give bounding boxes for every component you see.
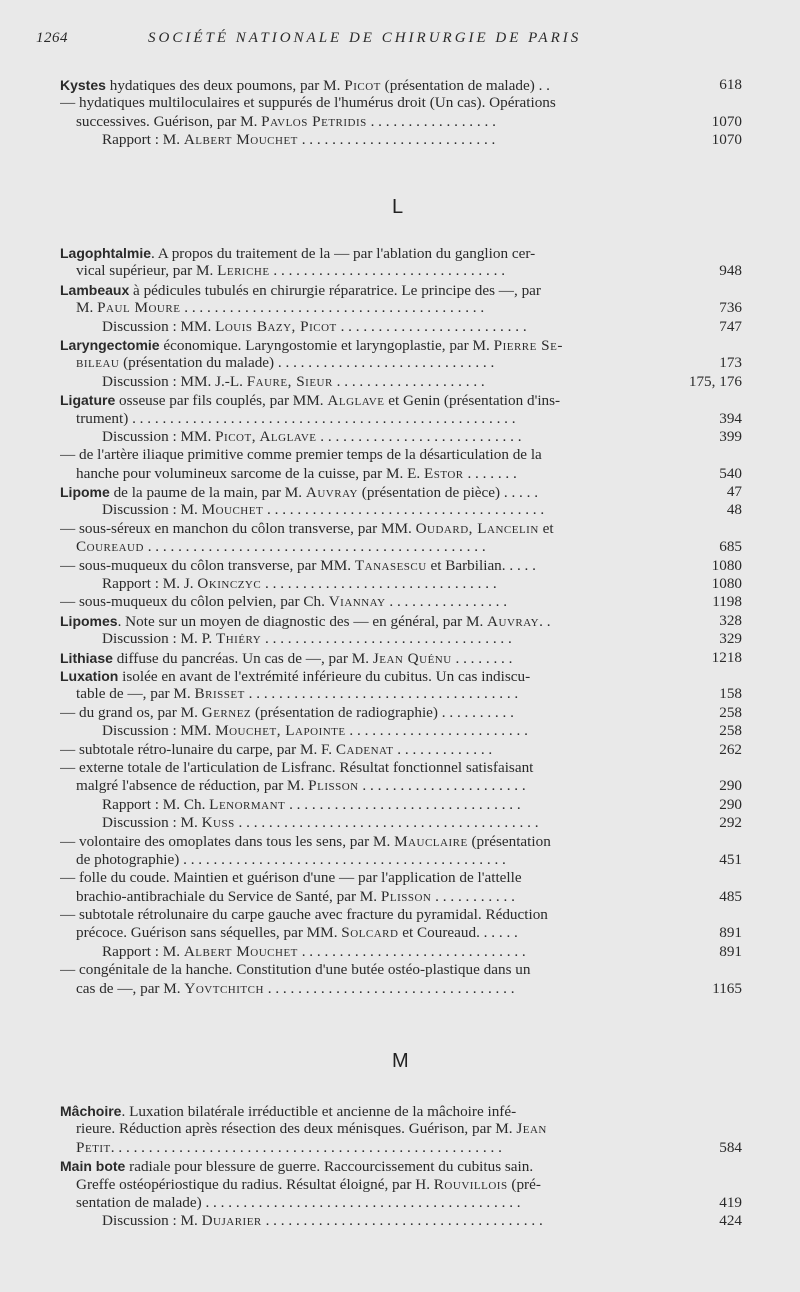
entry-text: Discussion : MM. J.-L.: [102, 372, 247, 390]
entry-text-continued: . . . . . . . . . . . . . . . . . . . . . . . . . . . . . . . . . . . . .: [261, 1212, 543, 1230]
entry-text: hydatiques des deux poumons, par M.: [105, 77, 345, 94]
section-letter: L: [392, 196, 404, 218]
running-header: [36, 30, 756, 54]
entry-text: — volontaire des omoplates dans tous les sens, par M.: [60, 832, 395, 850]
index-entry-line: [60, 354, 742, 372]
entry-author: Albert Mouchet: [183, 131, 298, 149]
entry-text-continued: . . . . . . . . . . . . . . . . . . . . . . . . . . . . . . . . . . . . . . . . . . . . .: [143, 538, 486, 556]
entry-text-continued: (présentation de malade) . .: [380, 77, 554, 94]
index-entry-line: [60, 593, 742, 611]
page-reference: 1080: [708, 557, 742, 575]
index-entry-line: [60, 113, 742, 131]
entry-text: isolée en avant de l'extrémité inférieure du cubitus. Un cas indiscu-: [118, 667, 531, 685]
entry-author: Lenormant: [209, 795, 286, 813]
entry-text-continued: . . . . . . . . . . . . . . . . . . . . . . . . . . . . . . . . . . . . . . . . . . . . . . . . . . . .: [110, 1138, 502, 1156]
entry-author: Mouchet, Lapointe: [215, 722, 346, 740]
entry-author: Yovtchitch: [184, 979, 264, 997]
page-reference: 451: [715, 851, 742, 869]
page-reference: 394: [715, 410, 742, 428]
entry-keyword: Kystes: [60, 77, 106, 93]
page-reference: 328: [715, 612, 742, 630]
index-entry-line: [60, 1102, 742, 1120]
entry-text: malgré l'absence de réduction, par M.: [76, 777, 309, 795]
page-reference: 948: [715, 262, 742, 280]
entry-text: osseuse par fils couplés, par MM.: [115, 392, 328, 410]
entry-text: économique. Laryngostomie et laryngoplastie, par M.: [159, 336, 494, 354]
entry-text-continued: . . . . . . . . . . . . . . . . . . . . . . . . . . . . . . . . . . . .: [244, 685, 519, 703]
index-entry-line: [60, 483, 742, 501]
index-entry-line: [60, 980, 742, 998]
entry-text: table de —, par M.: [76, 685, 195, 703]
page-reference: 1218: [708, 649, 742, 667]
entry-text-continued: . . . . . . . . . . . . . . . . . . . . . . . . . . . . . . . . .: [263, 979, 515, 997]
entry-author: Faure, Sieur: [246, 372, 333, 390]
index-entry-line: [60, 888, 742, 906]
entry-author: Petit: [76, 1138, 111, 1156]
entry-author: Picot: [344, 77, 381, 94]
index-entry-line: [60, 94, 742, 112]
entry-author: Viannay: [328, 593, 386, 611]
entry-text-continued: . . . . . . . . . . . . . . . . . . . . . . . . . .: [297, 131, 496, 149]
entry-text: Discussion : M.: [102, 814, 202, 832]
entry-author: Cadenat: [335, 740, 394, 758]
entry-text-continued: . . . . . . . . . . . . .: [393, 740, 493, 758]
page-reference: 175, 176: [685, 373, 742, 391]
entry-text: Rapport : M. J.: [102, 575, 198, 593]
entry-text: — subtotale rétro-lunaire du carpe, par M. F.: [60, 740, 336, 758]
page-reference: 891: [715, 943, 742, 961]
entry-keyword: Lagophtalmie: [60, 245, 152, 261]
index-entry-line: [60, 1212, 742, 1230]
index-entry-line: [60, 869, 742, 887]
index-entry-line: [60, 538, 742, 556]
entry-author: Thiéry: [215, 630, 262, 648]
entry-author: Leriche: [217, 262, 270, 280]
entry-text-continued: . . . . . . . . . . . . . . . . . . . . . .: [358, 777, 526, 795]
index-entry-line: [60, 722, 742, 740]
entry-author: Mouchet: [201, 501, 264, 519]
entry-author: Plisson: [308, 777, 359, 795]
page-reference: 290: [715, 796, 742, 814]
index-entry-line: [60, 299, 742, 317]
entry-text: à pédicules tubulés en chirurgie réparatrice. Le principe des —, par: [129, 281, 541, 299]
entry-text-continued: . . . . . . . . . . . . . . . . . . . . . . . . . . . . . . .: [269, 262, 505, 280]
page-reference: 262: [715, 741, 742, 759]
index-entry-line: [60, 649, 742, 667]
entry-author: Solcard: [341, 924, 399, 942]
entry-text: cas de —, par M.: [76, 979, 185, 997]
entry-text: M.: [76, 299, 98, 317]
index-entry-line: [60, 244, 742, 262]
entry-author: Coureaud: [76, 538, 144, 556]
entry-text: diffuse du pancréas. Un cas de —, par M.: [112, 649, 373, 667]
index-entry-line: [60, 943, 742, 961]
entry-text-continued: . . . . . . . . . . . . . . . . . . . . . . . . . . . . . . . . . . . . . . . .: [234, 814, 539, 832]
page-reference: 399: [715, 428, 742, 446]
entry-text: hanche pour volumineux sarcome de la cuisse, par M. E.: [76, 464, 424, 482]
entry-keyword: Laryngectomie: [60, 336, 160, 353]
entry-author: Dujarier: [201, 1212, 262, 1230]
entry-text-continued: . . . . . . . . . . . . . . . . . . . . . . . . . . . . . . . . . . . . .: [263, 501, 545, 519]
entry-text: — hydatiques multiloculaires et suppurés de l'humérus droit (Un cas). Opérations: [60, 94, 556, 112]
entry-text-continued: (présentation: [467, 832, 551, 850]
page-reference: 48: [723, 501, 742, 519]
entry-keyword: Lambeaux: [60, 281, 130, 298]
entry-author: Pierre Se-: [493, 336, 563, 354]
entry-author: Mauclaire: [394, 832, 468, 850]
page-reference: 1070: [708, 113, 742, 131]
index-entry-line: [60, 741, 742, 759]
index-entry-line: [60, 961, 742, 979]
entry-text: Discussion : MM.: [102, 427, 216, 445]
index-entry-line: [60, 1157, 742, 1175]
entry-text-continued: . . . . . . . . . . . . . . . . . . . . . . . . . . . . . . . . . . . . . . . .: [180, 299, 485, 317]
index-entry-line: [60, 76, 742, 94]
page-reference: 158: [715, 685, 742, 703]
entry-text: — folle du coude. Maintien et guérison d'une — par l'application de l'attelle: [60, 869, 522, 887]
index-entry-line: [60, 1120, 742, 1138]
entry-text: . A propos du traitement de la — par l'ablation du ganglion cer-: [151, 245, 536, 262]
entry-text-continued: et Coureaud. . . . . .: [398, 924, 518, 942]
index-entry-line: [60, 685, 742, 703]
entry-text: — externe totale de l'articulation de Lisfranc. Résultat fonctionnel satisfaisant: [60, 758, 534, 776]
index-entry-line: [60, 1176, 742, 1194]
entry-author: Oudard, Lancelin: [415, 519, 539, 537]
index-entry-line: [60, 446, 742, 464]
index-entry-line: [60, 906, 742, 924]
entry-author: Plisson: [380, 887, 432, 905]
page-reference: 258: [715, 722, 742, 740]
index-entry-line: [60, 520, 742, 538]
entry-keyword: Lipomes: [60, 612, 118, 629]
entry-text: sentation de malade) . . . . . . . . . . . . . . . . . . . . . . . . . . . . . . . . . . . . . . . . . .: [76, 1193, 521, 1211]
entry-text-continued: . . . . . . . . . . . . . . . . . . . . . . . .: [345, 722, 528, 740]
journal-title: SOCIÉTÉ NATIONALE DE CHIRURGIE DE PARIS: [148, 30, 582, 46]
index-entry-line: [60, 777, 742, 795]
entry-author: Brisset: [194, 685, 245, 703]
entry-text: Discussion : M.: [102, 1212, 202, 1230]
index-entry-line: [60, 814, 742, 832]
entry-text: brachio-antibrachiale du Service de Santé, par M.: [76, 887, 381, 905]
entry-text: Discussion : M.: [102, 501, 202, 519]
entry-keyword: Lipome: [60, 484, 110, 501]
entry-text-continued: (présentation de radiographie) . . . . . . . . . .: [251, 703, 514, 721]
page-reference: 290: [715, 777, 742, 795]
entry-keyword: Mâchoire: [60, 1103, 122, 1119]
index-entry-line: [60, 667, 742, 685]
page-reference: 736: [715, 299, 742, 317]
page-number: 1264: [36, 30, 68, 46]
entry-text-continued: et: [538, 519, 554, 537]
entry-text-continued: . . . . . . . . . . .: [431, 887, 515, 905]
index-entry-line: [60, 501, 742, 519]
entry-text: Rapport : M.: [102, 131, 184, 149]
page-reference: 540: [715, 465, 742, 483]
entry-author: Rouvillois: [433, 1175, 508, 1193]
entry-author: Tanasescu: [354, 556, 427, 574]
entry-author: Auvray: [487, 612, 540, 630]
index-entry-line: [60, 704, 742, 722]
entry-author: Paul Moure: [97, 299, 181, 317]
index-entry-line: [60, 131, 742, 149]
entry-text-continued: . .: [539, 612, 551, 630]
page-reference: 485: [715, 888, 742, 906]
index-section: [60, 1102, 742, 1231]
page-reference: 329: [715, 630, 742, 648]
entry-text: — subtotale rétrolunaire du carpe gauche avec fracture du pyramidal. Réduction: [60, 906, 548, 924]
entry-text: Greffe ostéopériostique du radius. Résultat éloigné, par H.: [76, 1175, 434, 1193]
entry-text: rieure. Réduction après résection des deux ménisques. Guérison, par M.: [76, 1120, 517, 1138]
entry-text: Rapport : M.: [102, 942, 184, 960]
entry-text: Discussion : M. P.: [102, 630, 216, 648]
index-entry-line: [60, 281, 742, 299]
entry-text: — sous-muqueux du côlon pelvien, par Ch.: [60, 593, 329, 611]
entry-text-continued: . . . . . . . . . . . . . . . . . . . . . . . . .: [336, 317, 527, 335]
entry-text: trument) . . . . . . . . . . . . . . . . . . . . . . . . . . . . . . . . . . . . . . . . . . . . . . . . . . .: [76, 409, 516, 427]
entry-author: Kuss: [201, 814, 235, 832]
page-reference: 173: [715, 354, 742, 372]
page-reference: 1198: [708, 593, 742, 611]
index-entry-line: [60, 373, 742, 391]
entry-text: — congénitale de la hanche. Constitution d'une butée ostéo-plastique dans un: [60, 961, 531, 979]
entry-text: successives. Guérison, par M.: [76, 112, 262, 130]
entry-text-continued: (présentation de pièce) . . . . .: [357, 484, 539, 502]
entry-author: bileau: [76, 354, 120, 372]
index-section: [60, 76, 742, 150]
entry-text-continued: . . . . . . . . . . . . . . . . . . . . . . . . . . . . . . .: [285, 795, 521, 813]
entry-author: Picot, Alglave: [215, 427, 317, 445]
entry-author: Estor: [423, 464, 464, 482]
entry-text-continued: (présentation du malade) . . . . . . . . . . . . . . . . . . . . . . . . . . . . .: [119, 354, 495, 372]
entry-text: — sous-muqueux du côlon transverse, par MM.: [60, 556, 355, 574]
page-reference: 1165: [708, 980, 742, 998]
entry-text-continued: . . . . . . . . . . . . . . . . . . . . . . . . . . . . . .: [297, 942, 526, 960]
index-entry-line: [60, 1139, 742, 1157]
page-reference: 747: [715, 318, 742, 336]
entry-text: — du grand os, par M.: [60, 703, 202, 721]
index-entry-line: [60, 428, 742, 446]
entry-text: Discussion : MM.: [102, 317, 216, 335]
entry-text: de photographie) . . . . . . . . . . . . . . . . . . . . . . . . . . . . . . . . . . . . . . . . . . .: [76, 850, 506, 868]
entry-author: Alglave: [327, 392, 385, 410]
index-entry-line: [60, 851, 742, 869]
section-letter: M: [392, 1050, 409, 1072]
entry-keyword: Ligature: [60, 392, 116, 409]
index-entry-line: [60, 1194, 742, 1212]
page-reference: 1080: [708, 575, 742, 593]
entry-text-continued: . . . . . . . . . . . . . . . . . . . .: [332, 372, 485, 390]
entry-keyword: Luxation: [60, 667, 119, 684]
entry-text-continued: . . . . . . . . . . . . . . . . .: [366, 112, 496, 130]
entry-author: Louis Bazy, Picot: [215, 317, 337, 335]
entry-text-continued: (pré-: [507, 1175, 541, 1193]
page-reference: 419: [715, 1194, 742, 1212]
page-reference: 292: [715, 814, 742, 832]
index-entry-line: [60, 410, 742, 428]
page-reference: 891: [715, 924, 742, 942]
index-entry-line: [60, 465, 742, 483]
page-reference: 258: [715, 704, 742, 722]
index-entry-line: [60, 557, 742, 575]
index-section: [60, 244, 742, 998]
page-reference: 584: [715, 1139, 742, 1157]
entry-text: vical supérieur, par M.: [76, 262, 218, 280]
entry-text: précoce. Guérison sans séquelles, par MM.: [76, 924, 342, 942]
index-entry-line: [60, 924, 742, 942]
entry-text-continued: . . . . . . .: [463, 464, 517, 482]
entry-text: . Luxation bilatérale irréductible et ancienne de la mâchoire infé-: [121, 1103, 517, 1120]
entry-text-continued: . . . . . . . . . . . . . . . .: [385, 593, 508, 611]
entry-keyword: Lithiase: [60, 649, 113, 666]
index-entry-line: [60, 759, 742, 777]
index-entry-line: [60, 262, 742, 280]
entry-text: — de l'artère iliaque primitive comme premier temps de la désarticulation de la: [60, 446, 542, 464]
entry-text-continued: . . . . . . . . . . . . . . . . . . . . . . . . . . .: [316, 427, 522, 445]
entry-text-continued: . . . . . . . . . . . . . . . . . . . . . . . . . . . . . . .: [261, 575, 497, 593]
entry-text-continued: et Barbilian. . . . .: [426, 556, 536, 574]
entry-author: Gernez: [201, 703, 252, 721]
entry-text-continued: . . . . . . . .: [451, 649, 513, 667]
index-entry-line: [60, 612, 742, 630]
entry-text: — sous-séreux en manchon du côlon transverse, par MM.: [60, 519, 416, 537]
entry-author: Jean Quénu: [372, 649, 452, 667]
entry-text: Discussion : MM.: [102, 722, 216, 740]
entry-text: radiale pour blessure de guerre. Raccourcissement du cubitus sain.: [125, 1158, 534, 1176]
entry-text: Rapport : M. Ch.: [102, 795, 210, 813]
index-entry-line: [60, 391, 742, 409]
index-entry-line: [60, 630, 742, 648]
entry-author: Auvray: [305, 484, 358, 502]
page-reference: 424: [715, 1212, 742, 1230]
entry-text: de la paume de la main, par M.: [109, 484, 306, 502]
entry-author: Pavlos Petridis: [261, 112, 367, 130]
entry-author: Okinczyc: [197, 575, 262, 593]
page-reference: 1070: [708, 131, 742, 149]
page-reference: 47: [723, 483, 742, 501]
page-reference: 618: [715, 76, 742, 94]
index-entry-line: [60, 833, 742, 851]
index-entry-line: [60, 796, 742, 814]
entry-author: Jean: [516, 1120, 547, 1138]
entry-keyword: Main bote: [60, 1158, 126, 1175]
entry-text: . Note sur un moyen de diagnostic des — en général, par M.: [117, 612, 488, 630]
index-entry-line: [60, 318, 742, 336]
page-reference: 685: [715, 538, 742, 556]
index-entry-line: [60, 336, 742, 354]
index-entry-line: [60, 575, 742, 593]
entry-text-continued: et Genin (présentation d'ins-: [384, 392, 561, 410]
entry-text-continued: . . . . . . . . . . . . . . . . . . . . . . . . . . . . . . . . .: [261, 630, 512, 648]
entry-author: Albert Mouchet: [183, 942, 298, 960]
